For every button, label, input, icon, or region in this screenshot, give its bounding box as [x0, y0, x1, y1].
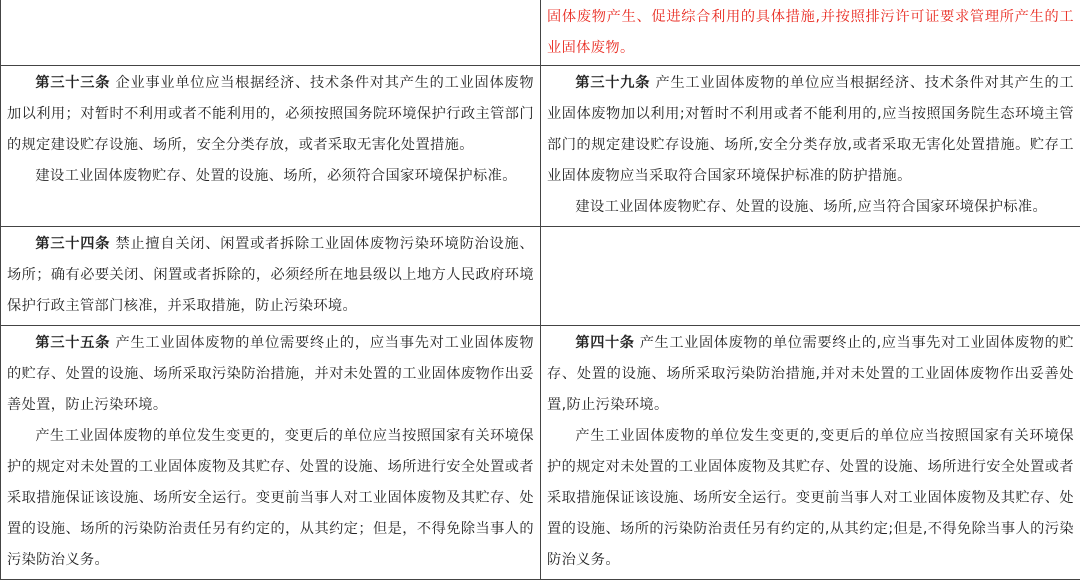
- table-row: [1, 66, 1080, 227]
- old-law-cell: [1, 0, 541, 66]
- article-text: 固体废物产生、促进综合利用的具体措施,并按照排污许可证要求管理所产生的工业固体废物。: [547, 9, 1074, 56]
- article-number: 第四十条: [575, 335, 635, 351]
- old-law-cell: [1, 326, 541, 580]
- article-paragraph: [7, 421, 534, 576]
- article-paragraph: [7, 229, 534, 322]
- article-number: 第三十三条: [35, 75, 111, 91]
- old-law-cell: [1, 227, 541, 326]
- new-law-cell: [541, 66, 1080, 227]
- article-paragraph: [547, 68, 1074, 192]
- table-row: [1, 326, 1080, 580]
- table-body: [1, 0, 1080, 580]
- article-text: 企业事业单位应当根据经济、技术条件对其产生的工业固体废物加以利用；对暂时不利用或者不能利用的，必须按照国务院环境保护行政主管部门的规定建设贮存设施、场所，安全分类存放，或者采取无害化处置措施。: [7, 75, 535, 153]
- article-text: 产生工业固体废物的单位需要终止的，应当事先对工业固体废物的贮存、处置的设施、场所采取污染防治措施，并对未处置的工业固体废物作出妥善处置，防止污染环境。: [7, 335, 535, 413]
- article-number: 第三十四条: [35, 236, 111, 252]
- article-number: 第三十五条: [35, 335, 111, 351]
- article-paragraph: [547, 192, 1074, 223]
- article-text: 建设工业固体废物贮存、处置的设施、场所,应当符合国家环境保护标准。: [575, 199, 1048, 215]
- new-law-cell: [541, 0, 1080, 66]
- article-text: 建设工业固体废物贮存、处置的设施、场所，必须符合国家环境保护标准。: [35, 168, 517, 184]
- article-text: 禁止擅自关闭、闲置或者拆除工业固体废物污染环境防治设施、场所；确有必要关闭、闲置或者拆除的，必须经所在地县级以上地方人民政府环境保护行政主管部门核准，并采取措施，防止污染环境。: [7, 236, 535, 314]
- article-paragraph: [7, 68, 534, 161]
- article-text: 产生工业固体废物的单位发生变更的，变更后的单位应当按照国家有关环境保护的规定对未处置的工业固体废物及其贮存、处置的设施、场所进行安全处置或者采取措施保证该设施、场所安全运行。变更前当事人对工业固体废物及其贮存、处置的设施、场所的污染防治责任另有约定的，从其约定；但是，不得免除当事人的污染防治义务。: [7, 428, 534, 568]
- article-text: 产生工业固体废物的单位应当根据经济、技术条件对其产生的工业固体废物加以利用;对暂时不利用或者不能利用的,应当按照国务院生态环境主管部门的规定建设贮存设施、场所,安全分类存放,或者采取无害化处置措施。贮存工业固体废物应当采取符合国家环境保护标准的防护措施。: [547, 75, 1075, 184]
- article-paragraph: [7, 161, 534, 192]
- article-text: 产生工业固体废物的单位需要终止的,应当事先对工业固体废物的贮存、处置的设施、场所采取污染防治措施,并对未处置的工业固体废物作出妥善处置,防止污染环境。: [547, 335, 1074, 413]
- new-law-cell: [541, 227, 1080, 326]
- table-row: [1, 227, 1080, 326]
- article-paragraph: [547, 2, 1074, 64]
- article-paragraph: [547, 328, 1074, 421]
- table-row: [1, 0, 1080, 66]
- article-paragraph: [7, 328, 534, 421]
- article-text: 产生工业固体废物的单位发生变更的,变更后的单位应当按照国家有关环境保护的规定对未处置的工业固体废物及其贮存、处置的设施、场所进行安全处置或者采取措施保证该设施、场所安全运行。变更前当事人对工业固体废物及其贮存、处置的设施、场所的污染防治责任另有约定的,从其约定;但是,不得免除当事人的污染防治义务。: [547, 428, 1074, 568]
- old-law-cell: [1, 66, 541, 227]
- article-paragraph: [547, 421, 1074, 576]
- new-law-cell: [541, 326, 1080, 580]
- article-number: 第三十九条: [575, 75, 651, 91]
